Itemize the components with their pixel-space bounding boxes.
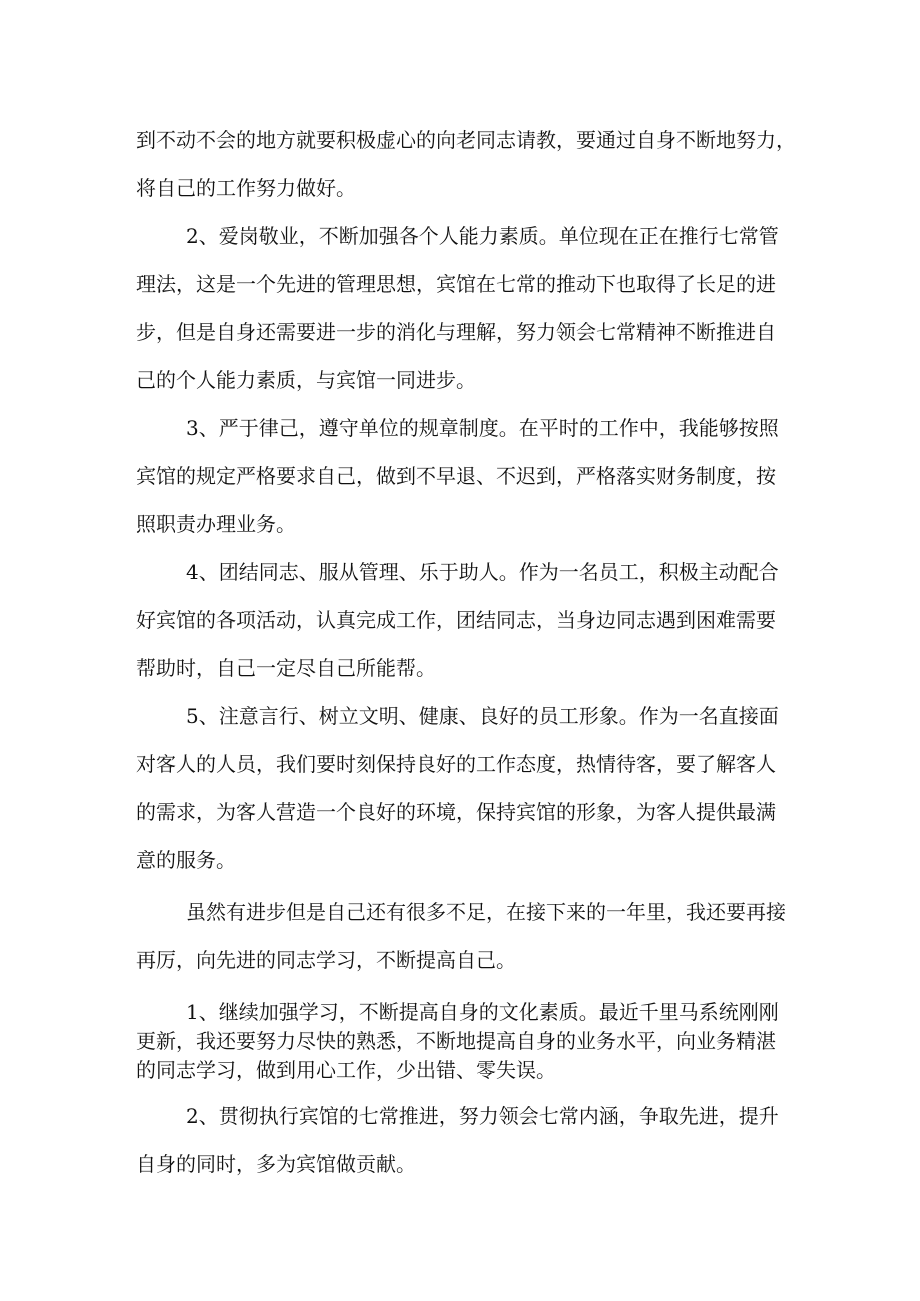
- text-line: 步，但是自身还需要进一步的消化与理解，努力领会七常精神不断推进自: [136, 320, 776, 344]
- text-line: 对客人的人员，我们要时刻保持良好的工作态度，热情待客，要了解客人: [136, 752, 776, 776]
- text-line: 己的个人能力素质，与宾馆一同进步。: [136, 368, 476, 392]
- text-line: 3、严于律己，遵守单位的规章制度。在平时的工作中，我能够按照: [186, 416, 779, 440]
- text-line: 1、继续加强学习，不断提高自身的文化素质。最近千里马系统刚刚: [186, 1000, 779, 1024]
- text-line: 意的服务。: [136, 848, 236, 872]
- text-line: 4、团结同志、服从管理、乐于助人。作为一名员工，积极主动配合: [186, 560, 779, 584]
- text-line: 更新，我还要努力尽快的熟悉，不断地提高自身的业务水平，向业务精湛: [136, 1029, 776, 1053]
- text-line: 理法，这是一个先进的管理思想，宾馆在七常的推动下也取得了长足的进: [136, 272, 776, 296]
- text-line: 自身的同时，多为宾馆做贡献。: [136, 1152, 416, 1176]
- text-line: 虽然有进步但是自己还有很多不足，在接下来的一年里，我还要再接: [186, 900, 786, 924]
- text-line: 照职责办理业务。: [136, 512, 296, 536]
- text-line: 宾馆的规定严格要求自己，做到不早退、不迟到，严格落实财务制度，按: [136, 464, 776, 488]
- text-line: 的同志学习，做到用心工作，少出错、零失误。: [136, 1058, 556, 1082]
- text-line: 2、贯彻执行宾馆的七常推进，努力领会七常内涵，争取先进，提升: [186, 1104, 779, 1128]
- text-line: 的需求，为客人营造一个良好的环境，保持宾馆的形象，为客人提供最满: [136, 800, 776, 824]
- text-line: 到不动不会的地方就要积极虚心的向老同志请教，要通过自身不断地努力，: [136, 128, 796, 152]
- text-line: 好宾馆的各项活动，认真完成工作，团结同志，当身边同志遇到困难需要: [136, 608, 776, 632]
- text-line: 帮助时，自己一定尽自己所能帮。: [136, 656, 436, 680]
- text-line: 再厉，向先进的同志学习，不断提高自己。: [136, 948, 516, 972]
- text-line: 2、爱岗敬业，不断加强各个人能力素质。单位现在正在推行七常管: [186, 224, 779, 248]
- text-line: 将自己的工作努力做好。: [136, 176, 356, 200]
- text-line: 5、注意言行、树立文明、健康、良好的员工形象。作为一名直接面: [186, 704, 779, 728]
